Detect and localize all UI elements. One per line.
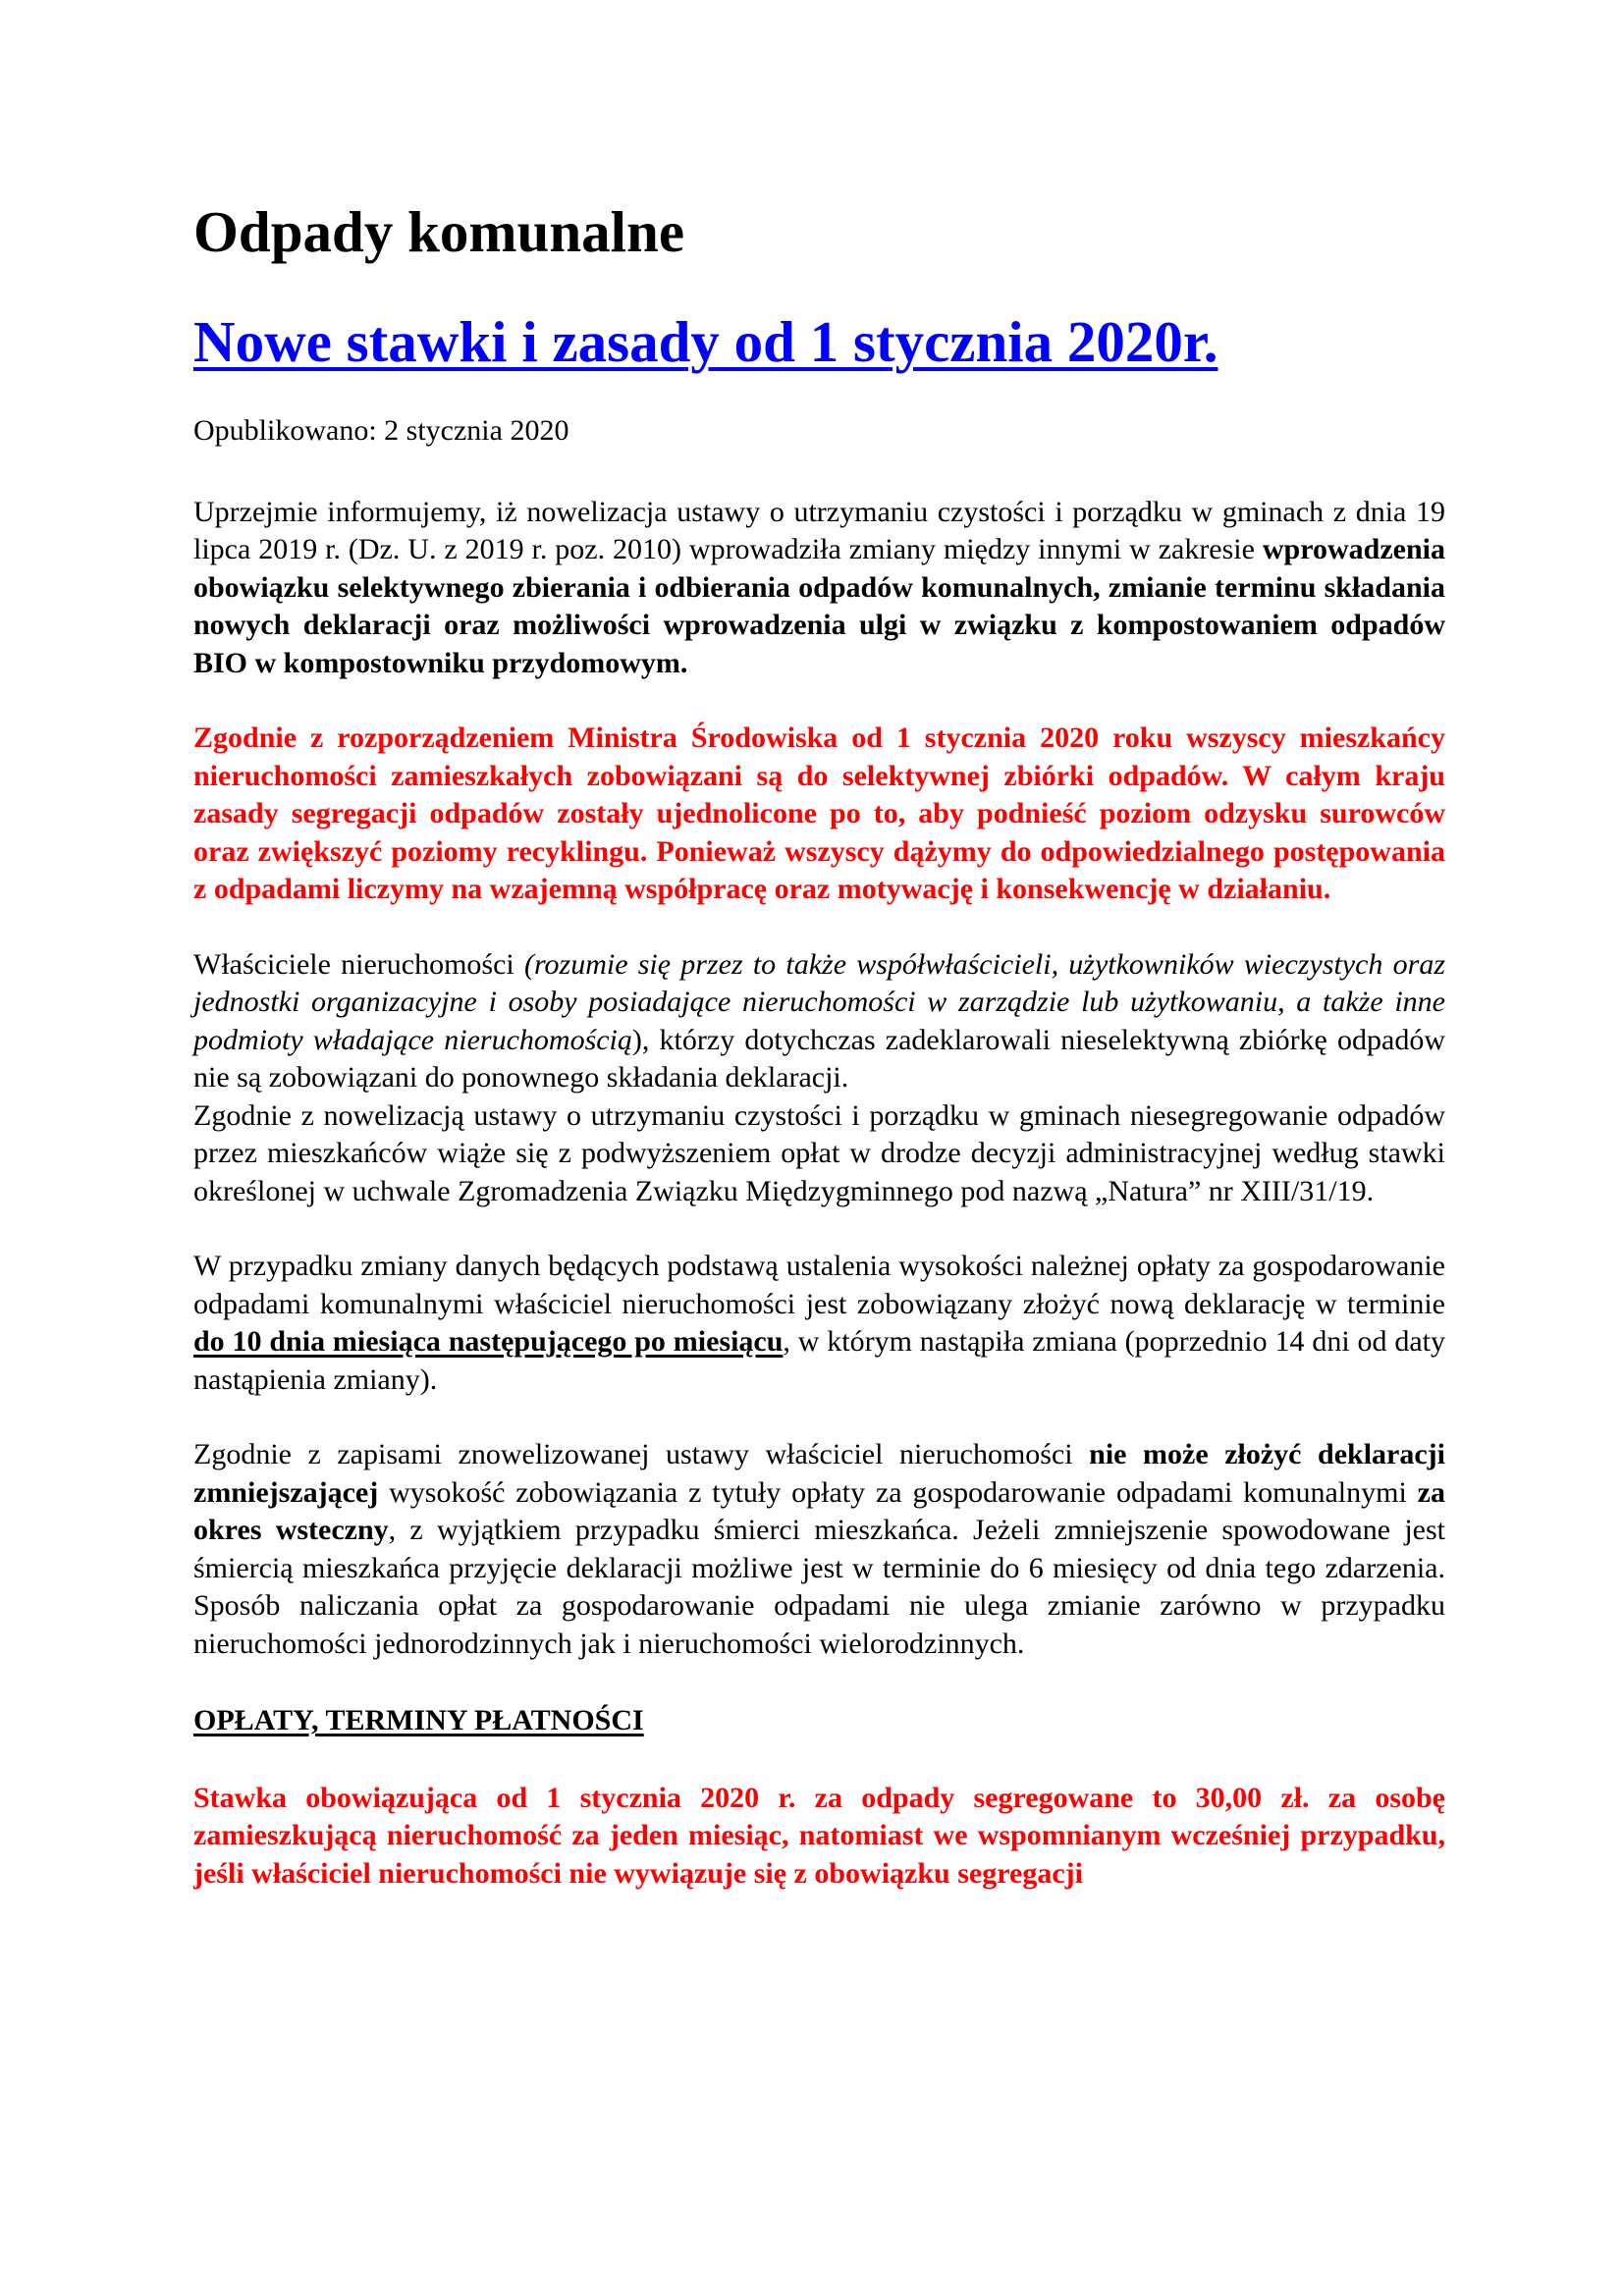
paragraph-intro-text: Uprzejmie informujemy, iż nowelizacja ustawy o utrzymaniu czystości i porządku w gminach z dnia 19 lipca 2019 r. (Dz. U. z 2019 r. poz. 2010) wprowadziła zmiany między innymi w zakresie [193, 495, 1445, 565]
document-subtitle [193, 306, 1445, 377]
paragraph-owners-italic: (rozumie się przez to także współwłaścicieli, użytkowników wieczystych oraz jednostki organizacyjne i osoby posiadające nieruchomości w zarządzie lub użytkowaniu, a także inne podmioty władające nieruchomością [193, 947, 1445, 1056]
paragraph-data-change-text-2: , w którym nastąpiła zmiana (poprzednio 14 dni od daty nastąpienia zmiany). [193, 1325, 1445, 1396]
published-date: Opublikowano: 2 stycznia 2020 [193, 414, 569, 447]
paragraph-regulation-red: Zgodnie z rozporządzeniem Ministra Środowiska od 1 stycznia 2020 roku wszyscy mieszkańcy nieruchomości zamieszkałych zobowiązani są do selektywnej zbiórki odpadów. W całym kraju zasady segregacji odpadów zostały ujednolicone po to, aby podnieść poziom odzysku surowców oraz zwiększyć poziomy recyklingu. Ponieważ wszyscy dążymy do odpowiedzialnego postępowania z odpadami liczymy na wzajemną współpracę oraz motywację i konsekwencję w działaniu. [193, 721, 1445, 905]
paragraph-owners-text-1: Właściciele nieruchomości [193, 947, 524, 981]
subtitle-link[interactable]: Nowe stawki i zasady od 1 stycznia 2020r. [193, 309, 1218, 374]
paragraph-retroactive-text-2: wysokość zobowiązania z tytuły opłaty za gospodarowanie odpadami komunalnymi [378, 1475, 1418, 1509]
paragraph-retroactive [193, 1436, 1445, 1663]
paragraph-data-change [193, 1248, 1445, 1399]
paragraph-intro [193, 494, 1445, 683]
paragraph-retroactive-bold-2: za okres wsteczny [193, 1475, 1445, 1546]
paragraph-owners-text-2: ), którzy dotychczas zadeklarowali nieselektywną zbiórkę odpadów nie są zobowiązani do ponownego składania deklaracji. [193, 1023, 1446, 1094]
paragraph-data-change-deadline: do 10 dnia miesiąca następującego po miesiącu [193, 1325, 784, 1358]
section-heading-fees: OPŁATY, TERMINY PŁATNOŚCI [193, 1704, 644, 1736]
document-title: Odpady komunalne [193, 199, 685, 264]
paragraph-intro-bold: wprowadzenia obowiązku selektywnego zbierania i odbierania odpadów komunalnych, zmianie terminu składania nowych deklaracji oraz możliwości wprowadzenia ulgi w związku z kompostowaniem odpadów BIO w kompostowniku przydomowym. [193, 533, 1445, 679]
paragraph-retroactive-text-3: , z wyjątkiem przypadku śmierci mieszkańca. Jeżeli zmniejszenie spowodowane jest śmiercią mieszkańca przyjęcie deklaracji możliwe jest w terminie do 6 miesięcy od dnia tego zdarzenia. Sposób naliczania opłat za gospodarowanie odpadami nie ulega zmianie zarówno w przypadku nieruchomości jednorodzinnych jak i nieruchomości wielorodzinnych. [193, 1514, 1445, 1660]
paragraph-retroactive-bold-1: nie może złożyć deklaracji zmniejszającej [193, 1438, 1445, 1509]
paragraph-retroactive-text-1: Zgodnie z zapisami znowelizowanej ustawy właściciel nieruchomości [193, 1438, 1090, 1470]
paragraph-rate-red: Stawka obowiązująca od 1 stycznia 2020 r. za odpady segregowane to 30,00 zł. za osobę zamieszkującą nieruchomość za jeden miesiąc, natomiast we wspomnianym wcześniej przypadku, jeśli właściciel nieruchomości nie wywiązuje się z obowiązku segregacji [193, 1781, 1445, 1890]
paragraph-owners [193, 946, 1445, 1097]
document-page [193, 196, 1445, 1893]
paragraph-amendment: Zgodnie z nowelizacją ustawy o utrzymaniu czystości i porządku w gminach niesegregowanie odpadów przez mieszkańców wiąże się z podwyższeniem opłat w drodze decyzji administracyjnej według stawki określonej w uchwale Zgromadzenia Związku Międzygminnego pod nazwą „Natura” nr XIII/31/19. [193, 1098, 1445, 1207]
paragraph-data-change-text-1: W przypadku zmiany danych będących podstawą ustalenia wysokości należnej opłaty za gospodarowanie odpadami komunalnymi właściciel nieruchomości jest zobowiązany złożyć nową deklarację w terminie [193, 1250, 1445, 1320]
